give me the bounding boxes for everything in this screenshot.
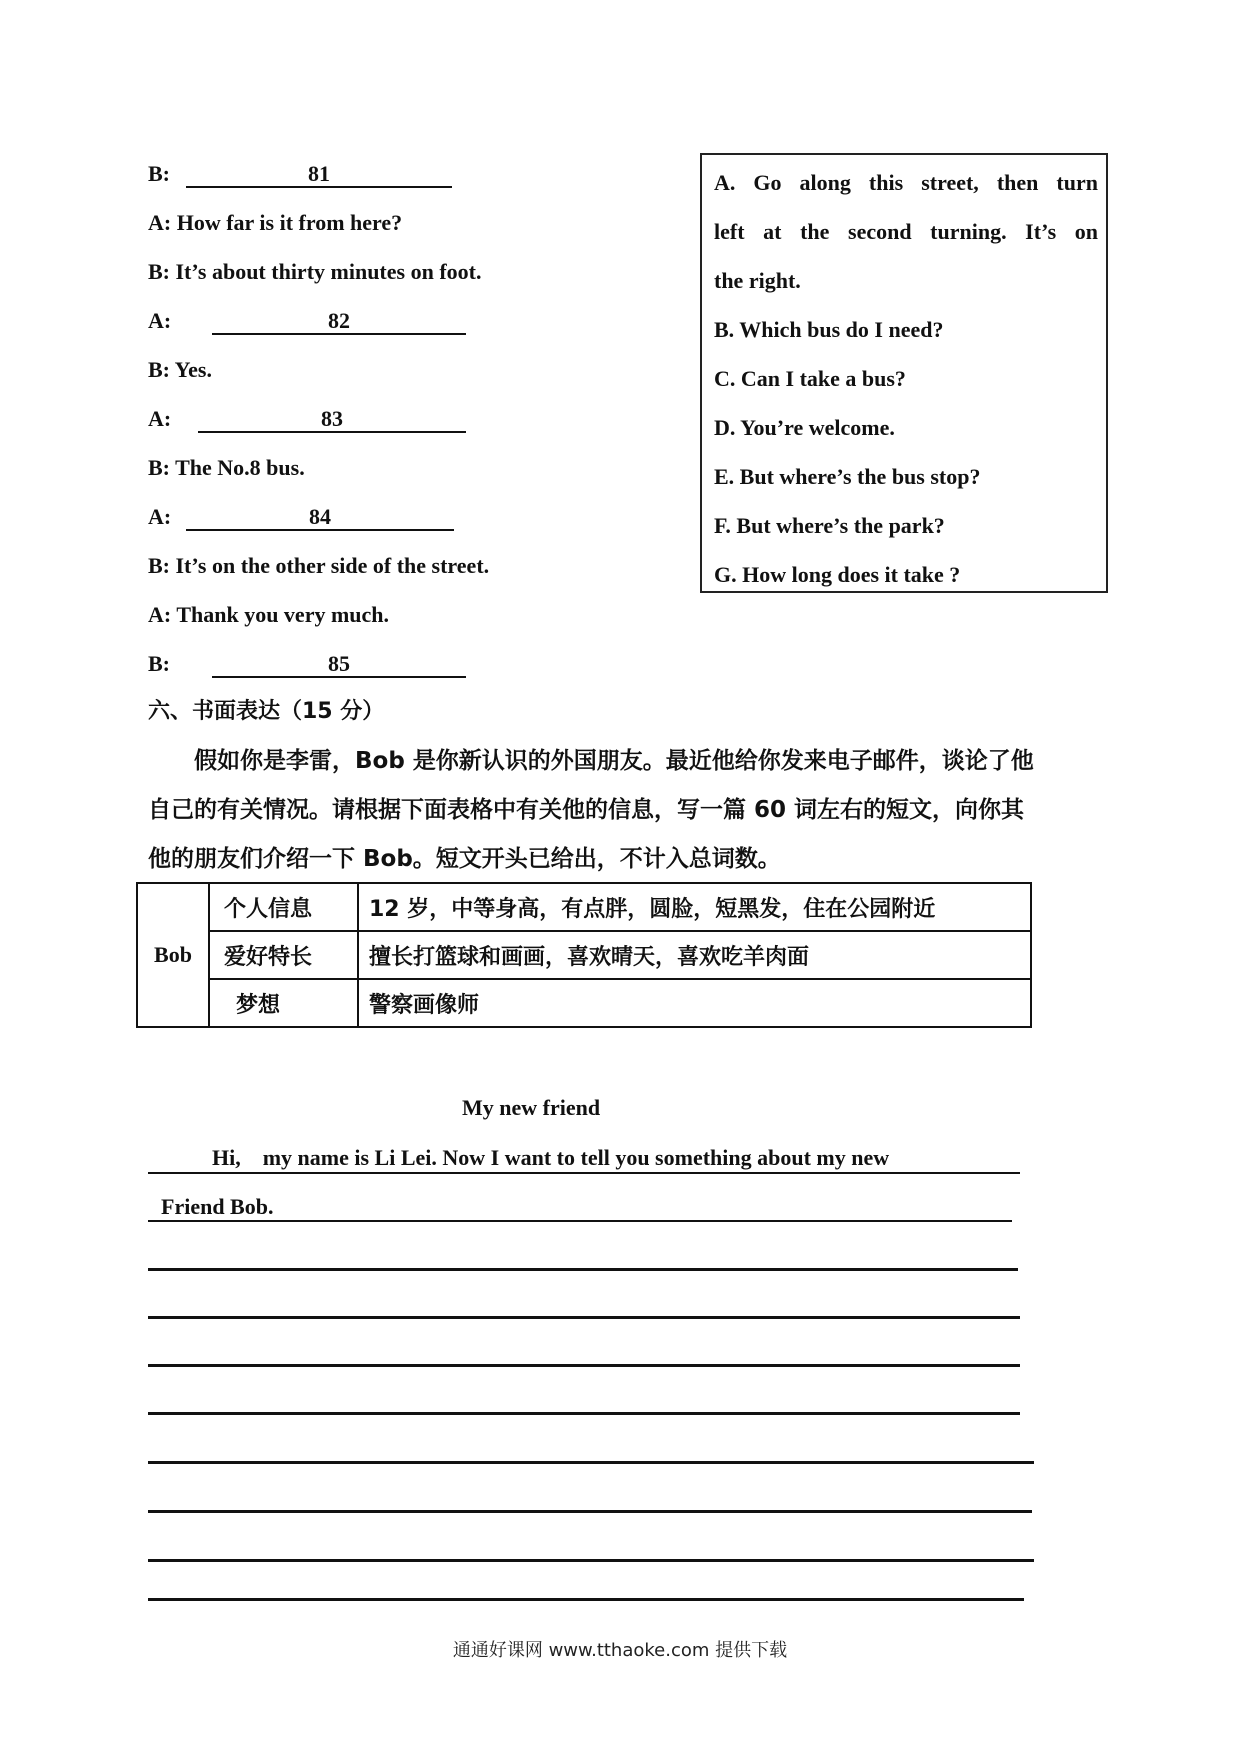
table-value-personal: 12 岁，中等身高，有点胖，圆脸，短黑发，住在公园附近 xyxy=(358,883,1031,931)
table-label-dream: 梦想 xyxy=(209,979,358,1027)
writing-line-8[interactable] xyxy=(148,1510,1032,1513)
speaker-b-85: B: xyxy=(148,651,170,676)
options-box xyxy=(700,153,1108,593)
essay-title: My new friend xyxy=(462,1095,601,1120)
section-title: 六、书面表达（15 分） xyxy=(148,699,385,724)
table-value-hobby: 擅长打篮球和画画，喜欢晴天，喜欢吃羊肉面 xyxy=(358,931,1031,979)
speaker-b-81: B: xyxy=(148,161,170,186)
dialogue-line-b4: B: The No.8 bus. xyxy=(148,455,305,480)
writing-line-6[interactable] xyxy=(148,1412,1020,1415)
blank-81[interactable]: 81 xyxy=(186,162,452,188)
table-label-hobby: 爱好特长 xyxy=(209,931,358,979)
dialogue-line-b5: B: It’s on the other side of the street. xyxy=(148,553,490,578)
dialogue-line-a6: A: Thank you very much. xyxy=(148,602,390,627)
instruction-line-1: 假如你是李雷，Bob 是你新认识的外国朋友。最近他给你发来电子邮件，谈论了他 xyxy=(194,748,1034,774)
option-a-line3: the right. xyxy=(714,268,801,293)
speaker-a-83: A: xyxy=(148,406,172,431)
table-value-dream: 警察画像师 xyxy=(358,979,1031,1027)
speaker-a-82: A: xyxy=(148,308,172,333)
blank-84[interactable]: 84 xyxy=(186,505,454,531)
dialogue-line-b3: B: Yes. xyxy=(148,357,212,382)
option-c: C. Can I take a bus? xyxy=(714,366,906,391)
writing-line-9[interactable] xyxy=(148,1559,1034,1562)
footer-credit: 通通好课网 www.tthaoke.com 提供下载 xyxy=(452,1640,788,1661)
essay-line-1: Hi, my name is Li Lei. Now I want to tell you something about my new xyxy=(212,1145,890,1170)
writing-line-4[interactable] xyxy=(148,1316,1020,1319)
blank-83[interactable]: 83 xyxy=(198,407,466,433)
writing-line-7[interactable] xyxy=(148,1461,1034,1464)
info-table xyxy=(136,882,1032,1028)
option-a-line2: left at the second turning. It’s on xyxy=(714,219,1098,244)
blank-82[interactable]: 82 xyxy=(212,309,466,335)
dialogue-line-b2: B: It’s about thirty minutes on foot. xyxy=(148,259,482,284)
writing-line-5[interactable] xyxy=(148,1364,1020,1367)
essay-line-2: Friend Bob. xyxy=(161,1194,274,1219)
option-b: B. Which bus do I need? xyxy=(714,317,944,342)
writing-line-10[interactable] xyxy=(148,1598,1024,1601)
option-d: D. You’re welcome. xyxy=(714,415,895,440)
table-name-cell: Bob xyxy=(137,883,209,1027)
option-a-line1: A. Go along this street, then turn xyxy=(714,170,1098,195)
writing-line-2[interactable] xyxy=(148,1220,1012,1222)
blank-85[interactable]: 85 xyxy=(212,652,466,678)
dialogue-line-a2: A: How far is it from here? xyxy=(148,210,403,235)
option-g: G. How long does it take ? xyxy=(714,562,961,587)
instruction-line-2: 自己的有关情况。请根据下面表格中有关他的信息，写一篇 60 词左右的短文，向你其 xyxy=(148,797,1025,823)
option-f: F. But where’s the park? xyxy=(714,513,945,538)
instruction-line-3: 他的朋友们介绍一下 Bob。短文开头已给出，不计入总词数。 xyxy=(148,846,781,872)
writing-line-3[interactable] xyxy=(148,1268,1018,1271)
writing-line-1[interactable] xyxy=(148,1172,1020,1174)
option-e: E. But where’s the bus stop? xyxy=(714,464,981,489)
table-label-personal: 个人信息 xyxy=(209,883,358,931)
speaker-a-84: A: xyxy=(148,504,172,529)
